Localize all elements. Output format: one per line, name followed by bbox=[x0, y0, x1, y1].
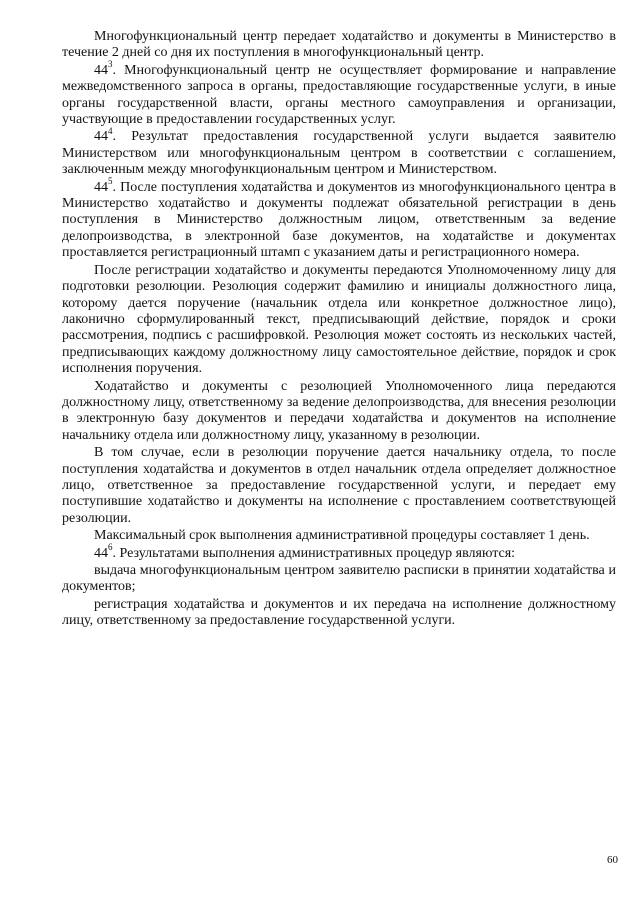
paragraph-44-6: $44^6$. Результатами выполнения административных процедур являются: bbox=[94, 541, 516, 561]
paragraph-result-registration: регистрация ходатайства и документов и их передача на исполнение должностному лицу, ответственному за предоставление государственной услуги. bbox=[62, 596, 616, 629]
paragraph-44-3: $44^3$. Многофункциональный центр не осуществляет формирование и направление межведомственного запроса в органы, предоставляющие государственные услуги, в иные органы государственной власти, органы местного самоуправления и организации, участвующие в предоставлении государственных услуг. bbox=[62, 59, 616, 128]
paragraph-department-head: В том случае, если в резолюции поручение дается начальнику отдела, то после поступления ходатайства и документов в отдел начальник отдела определяет должностное лицо, ответственное за предоставление государственной услуги, и передает ему поступившие ходатайство и документы на исполнение с проставлением соответствующей резолюции. bbox=[62, 445, 616, 526]
paragraph-mfc-transfer: Многофункциональный центр передает ходатайство и документы в Министерство в течение 2 дней со дня их поступления в многофункциональный центр. bbox=[62, 29, 616, 61]
paragraph-result-receipt: выдача многофункциональным центром заявителю расписки в принятии ходатайства и документов; bbox=[62, 563, 616, 595]
page-number: 60 bbox=[607, 854, 618, 866]
paragraph-max-term: Максимальный срок выполнения административной процедуры составляет 1 день. bbox=[94, 528, 590, 544]
paragraph-44-5: $44^5$. После поступления ходатайства и документов из многофункционального центра в Министерство ходатайство и документы подлежат обязательной регистрации в день поступления в Министерство должностным лицом, ответственным за ведение делопроизводства, в электронной базе документов, на ходатайстве и документах проставляется регистрационный штамп с указанием даты и регистрационного номера. bbox=[62, 176, 616, 261]
paragraph-44-4: $44^4$. Результат предоставления государственной услуги выдается заявителю Министерством или многофункциональным центром в соответствии с соглашением, заключенным между многофункциональным центром и Министерством. bbox=[62, 125, 616, 178]
paragraph-registration: После регистрации ходатайство и документы передаются Уполномоченному лицу для подготовки резолюции. Резолюция содержит фамилию и инициалы должностного лица, которому дается поручение (начальник отдела или конкретное должностное лицо), лаконично сформулированный текст, предписывающий действие, порядок и сроки рассмотрения, подпись с расшифровкой. Резолюция может состоять из нескольких частей, предписывающих каждому должностному лицу самостоятельное действие, порядок и срок исполнения поручения. bbox=[62, 262, 616, 377]
document-body bbox=[62, 29, 616, 630]
paragraph-resolution-transfer: Ходатайство и документы с резолюцией Уполномоченного лица передаются должностному лицу, ответственному за ведение делопроизводства, для внесения резолюции в электронную базу документов и передачи ходатайства и документов на исполнение начальнику отдела или должностному лицу, указанному в резолюции. bbox=[62, 378, 616, 443]
